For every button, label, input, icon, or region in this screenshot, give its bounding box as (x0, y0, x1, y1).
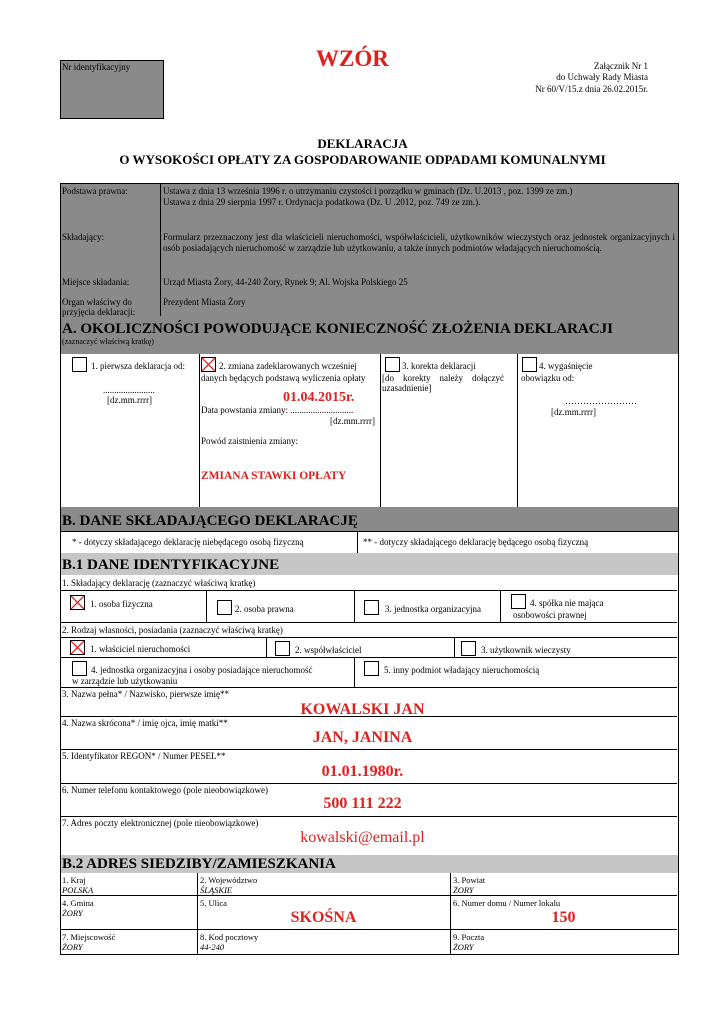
post-office-value[interactable]: ŻORY (453, 942, 474, 952)
check-x-icon (202, 358, 215, 371)
email-label: 7. Adres poczty elektronicznej (pole nieobowiązkowe) (62, 818, 259, 828)
legal-basis-line2: Ustawa z dnia 29 sierpnia 1997 r. Ordynacja podatkowa (Dz. U .2012, poz. 749 ze zm.). (163, 197, 481, 207)
check-x-icon (71, 596, 84, 609)
other-entity-checkbox[interactable] (364, 661, 379, 676)
perpetual-user-checkbox[interactable] (461, 641, 476, 656)
natural-person-label: 1. osoba fizyczna (90, 599, 153, 609)
notes-divider (357, 532, 358, 553)
phone-label: 6. Numer telefonu kontaktowego (pole nieobowiązkowe) (62, 785, 268, 795)
correction-label-1: 3. korekta deklaracji (402, 361, 476, 371)
correction-label-3: uzasadnienie] (382, 383, 432, 393)
section-a-subtitle: (zaznaczyć właściwą kratkę) (62, 337, 154, 346)
section-b2-title: B.2 ADRES SIEDZIBY/ZAMIESZKANIA (62, 856, 336, 872)
f4-line (60, 716, 677, 717)
county-label: 3. Powiat (453, 875, 486, 885)
f3-line (60, 687, 677, 688)
q2-div-1 (266, 637, 267, 657)
section-b1-title: B.1 DANE IDENTYFIKACYJNE (62, 557, 280, 573)
annex-line3: Nr 60/V/15.z dnia 26.02.2015r. (535, 84, 648, 94)
submitter-type-question: 1. Składający deklarację (zaznaczyć właściwą kratkę) (62, 578, 256, 588)
q2-div-2 (454, 637, 455, 657)
first-declaration-date-format: [dz.mm.rrrr] (107, 395, 152, 405)
organ-label-2: przyjęcia deklaracji: (62, 307, 136, 317)
section-a-title: A. OKOLICZNOŚCI POWODUJĄCE KONIECZNOŚĆ ZŁOŻENIA DEKLARACJI (62, 321, 613, 337)
change-created-label: Data powstania zmiany: ............................ (201, 405, 354, 415)
voivodeship-value[interactable]: ŚLĄSKIE (200, 885, 233, 895)
change-data-label-1: 2. zmiana zadeklarowanych wcześniej (219, 361, 357, 371)
full-name-label: 3. Nazwa pełna* / Nazwisko, pierwsze imię** (62, 689, 229, 699)
change-data-checkbox-checked[interactable] (201, 357, 216, 372)
org-holder-checkbox[interactable] (72, 661, 87, 676)
submitter-label: Składający: (62, 232, 104, 242)
note-legal-entity: * - dotyczy składającego deklarację niebędącego osobą fizyczną (72, 537, 304, 547)
place-text: Urząd Miasta Żory, 44-240 Żory, Rynek 9; Al. Wojska Polskiego 25 (163, 277, 408, 287)
locality-label: 7. Miejscowość (62, 932, 116, 942)
q2-top-line (60, 622, 677, 623)
expiry-label-2: obowiązku od: (521, 373, 575, 383)
co-owner-label: 2. współwłaściciel (295, 645, 362, 655)
commune-value[interactable]: ŻORY (62, 908, 83, 918)
country-label: 1. Kraj (62, 875, 86, 885)
email-value[interactable]: kowalski@email.pl (300, 829, 425, 846)
legal-basis-label: Podstawa prawna: (62, 186, 128, 196)
org-holder-label-1: 4. jednostka organizacyjna i osoby posiadające nieruchomość (91, 665, 313, 675)
country-value[interactable]: POLSKA (62, 885, 94, 895)
post-office-label: 9. Poczta (453, 932, 485, 942)
ownership-question: 2. Rodzaj własności, posiadania (zaznaczyć właściwą kratkę) (62, 625, 283, 635)
perpetual-user-label: 3. użytkownik wieczysty (481, 645, 571, 655)
locality-value[interactable]: ŻORY (62, 942, 83, 952)
id-number-label: Nr identyfikacyjny (62, 62, 131, 72)
commune-label: 4. Gmina (62, 898, 94, 908)
q1-div-1 (206, 590, 207, 622)
phone-value[interactable]: 500 111 222 (323, 795, 402, 812)
b2-row-line-1 (60, 895, 677, 896)
q1-div-3 (500, 590, 501, 622)
other-entity-label: 5. inny podmiot władający nieruchomością (384, 665, 540, 675)
expiry-checkbox[interactable] (522, 357, 537, 372)
partnership-checkbox[interactable] (511, 594, 526, 609)
change-reason-value[interactable]: ZMIANA STAWKI OPŁATY (201, 470, 347, 482)
submitter-text: Formularz przeznaczony jest dla właścicieli nieruchomości, współwłaścicieli, użytkowników wieczystych oraz jednostek organizacyjnych i osób posiadających nieruchomość w zarządzie lub użytkowaniu, a także innych podmiotów władających nieruchomością. (163, 232, 675, 253)
street-value[interactable]: SKOŚNA (290, 909, 357, 926)
postal-code-label: 8. Kod pocztowy (200, 932, 259, 942)
house-number-label: 6. Numer domu / Numer lokalu (453, 898, 561, 908)
voivodeship-label: 2. Województwo (200, 875, 258, 885)
q2-row2-line (60, 657, 677, 658)
a-col-divider-3 (517, 354, 518, 507)
q2-div-3 (354, 657, 355, 687)
place-label: Miejsce składania: (62, 277, 130, 287)
annex-line2: do Uchwały Rady Miasta (556, 72, 648, 82)
org-unit-checkbox[interactable] (364, 600, 379, 615)
short-name-value[interactable]: JAN, JANINA (312, 729, 413, 746)
county-value[interactable]: ŻORY (453, 885, 474, 895)
annex-line1: Załącznik Nr 1 (594, 61, 648, 71)
expiry-date-format: [dz.mm.rrrr] (551, 407, 596, 417)
f6-line (60, 783, 677, 784)
template-watermark: WZÓR (316, 46, 389, 71)
info-divider (160, 183, 161, 316)
a-col-divider-2 (380, 354, 381, 507)
f5-line (60, 749, 677, 750)
natural-person-checkbox-checked[interactable] (70, 595, 85, 610)
house-number-value[interactable]: 150 (551, 909, 576, 926)
q1-div-2 (354, 590, 355, 622)
partnership-label-2: osobowości prawnej (513, 610, 587, 620)
expiry-date-field[interactable]: …………………… (565, 396, 637, 406)
owner-checkbox-checked[interactable] (70, 640, 85, 655)
section-b-title: B. DANE SKŁADAJĄCEGO DEKLARACJĘ (62, 513, 358, 529)
organ-text: Prezydent Miasta Żory (163, 297, 246, 307)
short-name-label: 4. Nazwa skrócona* / imię ojca, imię matki** (62, 718, 228, 728)
first-declaration-label: 1. pierwsza deklaracja od: (91, 361, 185, 371)
first-declaration-date-field[interactable]: ....................... (103, 385, 155, 395)
change-date-format: [dz.mm.rrrr] (330, 416, 375, 426)
pesel-value[interactable]: 01.01.1980r. (321, 763, 404, 780)
first-declaration-checkbox[interactable] (72, 357, 87, 372)
b2-row-line-2 (60, 929, 677, 930)
legal-person-checkbox[interactable] (217, 600, 232, 615)
org-holder-label-2: w zarządzie lub użytkowaniu (72, 676, 178, 686)
check-x-icon (71, 641, 84, 654)
section-a-body (60, 354, 679, 508)
q1-top-line (60, 590, 677, 591)
correction-checkbox[interactable] (385, 357, 400, 372)
change-reason-label: Powód zaistnienia zmiany: (201, 436, 298, 446)
legal-basis-line1: Ustawa z dnia 13 września 1996 r. o utrzymaniu czystości i porządku w gminach (Dz. U.2013 , poz. 1399 ze zm.) (163, 186, 573, 196)
full-name-value[interactable]: KOWALSKI JAN (300, 701, 425, 718)
change-data-label-2: danych będących podstawą wyliczenia opłaty (201, 373, 366, 383)
street-label: 5. Ulica (200, 898, 227, 908)
owner-label: 1. właściciel nieruchomości (90, 644, 191, 654)
partnership-label-1: 4. spółka nie mająca (530, 598, 604, 608)
co-owner-checkbox[interactable] (275, 641, 290, 656)
pesel-label: 5. Identyfikator REGON* / Numer PESEL** (62, 751, 226, 761)
postal-code-value[interactable]: 44-240 (200, 942, 225, 952)
correction-label-2: [do korekty należy dołączyć (382, 373, 504, 383)
a-col-divider-1 (199, 354, 200, 507)
org-unit-label: 3. jednostka organizacyjna (385, 604, 482, 614)
declaration-subtitle: O WYSOKOŚCI OPŁATY ZA GOSPODAROWANIE ODPADAMI KOMUNALNYMI (119, 152, 606, 167)
declaration-title: DEKLARACJA (317, 136, 408, 151)
note-natural-person: ** - dotyczy składającego deklarację będącego osobą fizyczną (363, 537, 589, 547)
q2-opts-line (60, 637, 677, 638)
legal-person-label: 2. osoba prawna (235, 604, 294, 614)
organ-label-1: Organ właściwy do (62, 297, 132, 307)
f7-line (60, 816, 677, 817)
expiry-label-1: 4. wygaśnięcie (539, 361, 593, 371)
change-date-value[interactable]: 01.04.2015r. (283, 390, 355, 405)
